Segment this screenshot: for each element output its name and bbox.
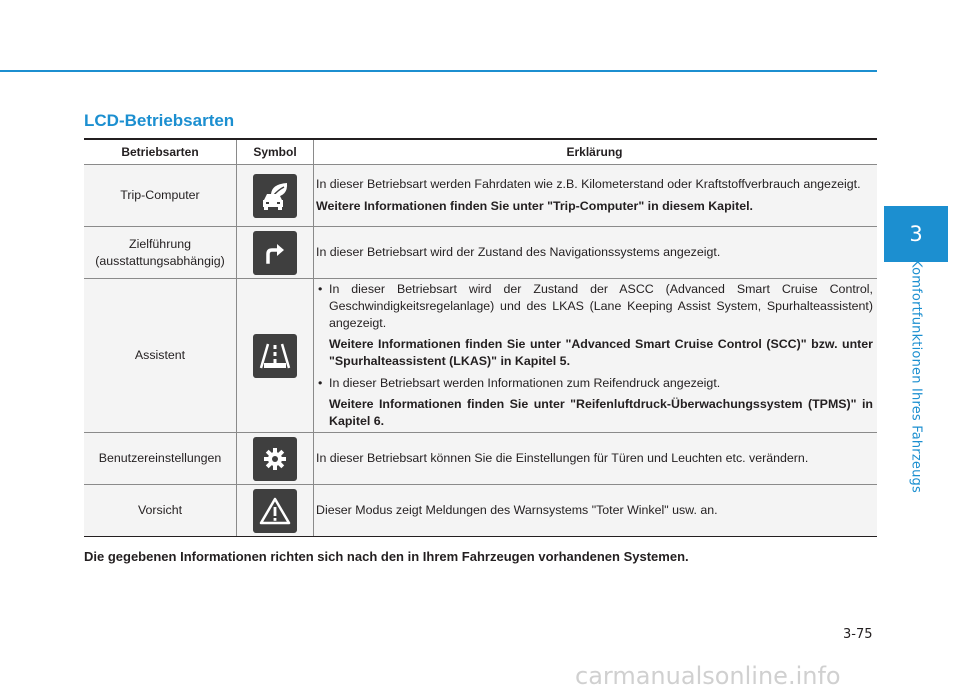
trip-computer-icon bbox=[253, 174, 297, 218]
table-row bbox=[84, 433, 877, 485]
mode-sublabel: (ausstattungsabhängig) bbox=[95, 253, 225, 268]
symbol-cell bbox=[237, 165, 314, 227]
explanation-text: In dieser Betriebsart wird der Zustand des Navigationssystems angezeigt. bbox=[314, 227, 878, 279]
mode-cell: Assistent bbox=[84, 279, 237, 433]
reference-note: Weitere Informationen finden Sie unter "Advanced Smart Cruise Control (SCC)" bzw. unter "Spurhalteassistent (LKAS)" in Kapitel 5. bbox=[329, 337, 873, 368]
header-betriebsarten: Betriebsarten bbox=[84, 139, 237, 165]
table-row bbox=[84, 165, 877, 227]
symbol-cell bbox=[237, 227, 314, 279]
chapter-tab: 3 bbox=[884, 206, 948, 262]
reference-note: Weitere Informationen finden Sie unter "Trip-Computer" in diesem Kapitel. bbox=[316, 199, 753, 213]
lane-assist-icon bbox=[253, 334, 297, 378]
header-erklaerung: Erklärung bbox=[314, 139, 878, 165]
table-row bbox=[84, 279, 877, 433]
footnote: Die gegebenen Informationen richten sich nach den in Ihrem Fahrzeugen vorhandenen Systemen. bbox=[84, 549, 689, 564]
symbol-cell bbox=[237, 433, 314, 485]
explanation-cell bbox=[314, 165, 878, 227]
top-rule bbox=[0, 70, 877, 72]
watermark: carmanualsonline.info bbox=[575, 662, 841, 690]
reference-note: Weitere Informationen finden Sie unter "Reifenluftdruck-Überwachungssystem (TPMS)" in Kapitel 6. bbox=[329, 397, 873, 429]
chapter-title: Komfortfunktionen Ihres Fahrzeugs bbox=[908, 259, 924, 493]
explanation-text: In dieser Betriebsart werden Fahrdaten wie z.B. Kilometerstand oder Kraftstoffverbrauch angezeigt. bbox=[316, 177, 861, 192]
page-number: 3-75 bbox=[843, 627, 873, 642]
explanation-text: Dieser Modus zeigt Meldungen des Warnsystems "Toter Winkel" usw. an. bbox=[314, 485, 878, 537]
mode-cell: Benutzereinstellungen bbox=[84, 433, 237, 485]
warning-triangle-icon bbox=[253, 489, 297, 533]
bullet-text: In dieser Betriebsart wird der Zustand der ASCC (Advanced Smart Cruise Control, Geschwindigkeitsregelanlage) und des LKAS (Lane Keeping Assist System, Spurhalteassistent) angezeigt. bbox=[329, 282, 873, 330]
mode-cell: Trip-Computer bbox=[84, 165, 237, 227]
explanation-cell bbox=[314, 279, 878, 433]
list-item: • In dieser Betriebsart werden Informationen zum Reifendruck angezeigt. Weitere Informationen finden Sie unter "Reifenluftdruck-Überwachungssystem (TPMS)" in Kapitel 6. bbox=[318, 375, 873, 429]
list-item: • In dieser Betriebsart wird der Zustand der ASCC (Advanced Smart Cruise Control, Geschwindigkeitsregelanlage) und des LKAS (Lane Keeping Assist System, Spurhalteassistent) angezeigt. Weitere Informationen finden Sie unter "Advanced Smart Cruise Control (SCC)" bzw. unter "Spurhalteassistent (LKAS)" in Kapitel 5. bbox=[318, 282, 873, 368]
modes-table bbox=[84, 138, 877, 537]
table-row bbox=[84, 227, 877, 279]
mode-cell: Vorsicht bbox=[84, 485, 237, 537]
navigation-arrow-icon bbox=[253, 231, 297, 275]
symbol-cell bbox=[237, 485, 314, 537]
symbol-cell bbox=[237, 279, 314, 433]
mode-cell bbox=[84, 227, 237, 279]
gear-icon bbox=[253, 437, 297, 481]
bullet-text: In dieser Betriebsart werden Informationen zum Reifendruck angezeigt. bbox=[329, 375, 721, 390]
explanation-text: In dieser Betriebsart können Sie die Einstellungen für Türen und Leuchten etc. verändern. bbox=[314, 433, 878, 485]
table-header-row bbox=[84, 139, 877, 165]
table-row bbox=[84, 485, 877, 537]
section-title: LCD-Betriebsarten bbox=[84, 111, 235, 130]
header-symbol: Symbol bbox=[237, 139, 314, 165]
mode-label: Zielführung bbox=[129, 236, 191, 251]
bullet-list bbox=[316, 281, 873, 430]
